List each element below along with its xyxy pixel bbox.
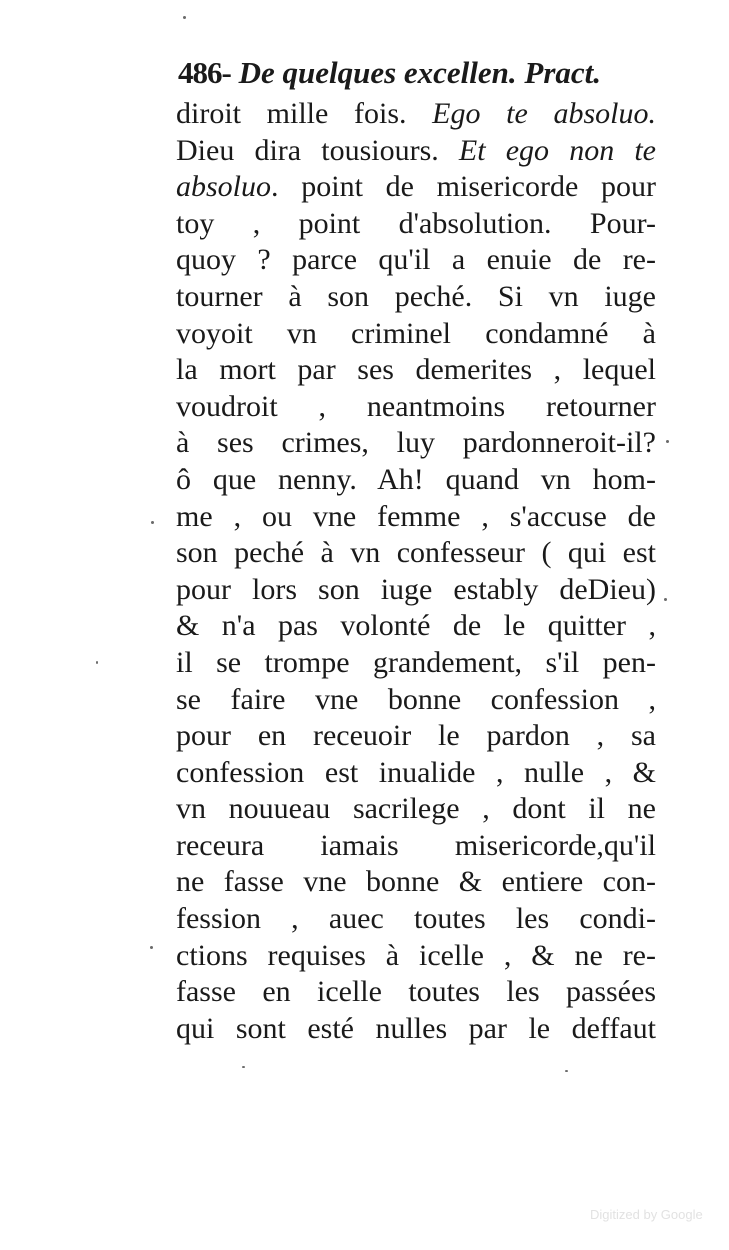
text-segment: ô que nenny. Ah! quand vn hom- [176, 462, 656, 496]
text-line [176, 791, 656, 828]
text-segment: la mort par ses demerites , lequel [176, 353, 656, 387]
text-line [176, 718, 656, 755]
running-title: De quelques excellen. Pract. [238, 55, 602, 90]
latin-phrase: absoluo [176, 170, 272, 204]
running-header [178, 50, 648, 96]
text-line [176, 169, 656, 206]
latin-phrase: Ego te absoluo. [432, 97, 656, 130]
text-segment: receura iamais misericorde,qu'il [176, 828, 656, 862]
text-line [176, 645, 656, 682]
text-segment: toy , point d'absolution. Pour- [176, 206, 656, 240]
text-segment: & n'a pas volonté de le quitter , [176, 609, 656, 643]
text-line [176, 974, 656, 1011]
text-segment: Dieu dira tousiours. [176, 133, 459, 167]
text-segment: me , ou vne femme , s'accuse de [176, 499, 656, 533]
text-segment: fession , auec toutes les condi- [176, 902, 656, 936]
text-line [176, 1011, 656, 1048]
ink-speck [565, 1070, 568, 1072]
text-segment: tourner à son peché. Si vn iuge [176, 279, 656, 313]
text-segment: pour lors son iuge estably deDieu) [176, 572, 656, 606]
text-line [176, 755, 656, 792]
text-line [176, 901, 656, 938]
text-segment: . point de misericorde pour [271, 170, 656, 204]
ink-speck [666, 440, 669, 443]
text-segment: son peché à vn confesseur ( qui est [176, 536, 656, 570]
text-segment: voyoit vn criminel condamné à [176, 316, 656, 350]
text-line [176, 535, 656, 572]
body-text [176, 96, 656, 1047]
scan-watermark: Digitized by Google [590, 1207, 703, 1222]
ink-speck [664, 598, 667, 601]
text-line [176, 352, 656, 389]
text-line [176, 462, 656, 499]
text-segment: quoy ? parce qu'il a enuie de re- [176, 243, 656, 277]
text-segment: fasse en icelle toutes les passées [176, 975, 656, 1009]
text-line [176, 864, 656, 901]
ink-speck [150, 946, 153, 949]
text-line [176, 938, 656, 975]
ink-speck [151, 521, 154, 524]
text-segment: ctions requises à icelle , & ne re- [176, 938, 656, 972]
text-line [176, 608, 656, 645]
ink-speck [96, 661, 98, 664]
text-segment: il se trompe grandement, s'il pen- [176, 645, 656, 679]
text-segment: confession est inualide , nulle , & [176, 755, 656, 789]
ink-speck [183, 16, 186, 19]
text-line [176, 279, 656, 316]
text-line [176, 133, 656, 170]
text-segment: vn nouueau sacrilege , dont il ne [176, 792, 656, 826]
text-segment: se faire vne bonne confession , [176, 682, 656, 716]
text-line [176, 425, 656, 462]
text-line [176, 389, 656, 426]
text-line [176, 96, 656, 133]
text-line [176, 572, 656, 609]
latin-phrase: Et ego non te [458, 133, 656, 167]
text-segment: diroit mille fois. [176, 97, 433, 130]
text-segment: pour en receuoir le pardon , sa [176, 719, 656, 753]
text-segment: ne fasse vne bonne & entiere con- [176, 865, 656, 899]
text-line [176, 828, 656, 865]
text-segment: à ses crimes, luy pardonneroit-il? [176, 426, 656, 460]
text-line [176, 499, 656, 536]
text-line [176, 316, 656, 353]
text-line [176, 206, 656, 243]
text-segment: qui sont esté nulles par le deffaut [176, 1011, 656, 1045]
ink-speck [242, 1066, 245, 1068]
text-line [176, 242, 656, 279]
page-number: 486- [178, 55, 231, 90]
text-segment: voudroit , neantmoins retourner [176, 389, 656, 423]
text-line [176, 682, 656, 719]
